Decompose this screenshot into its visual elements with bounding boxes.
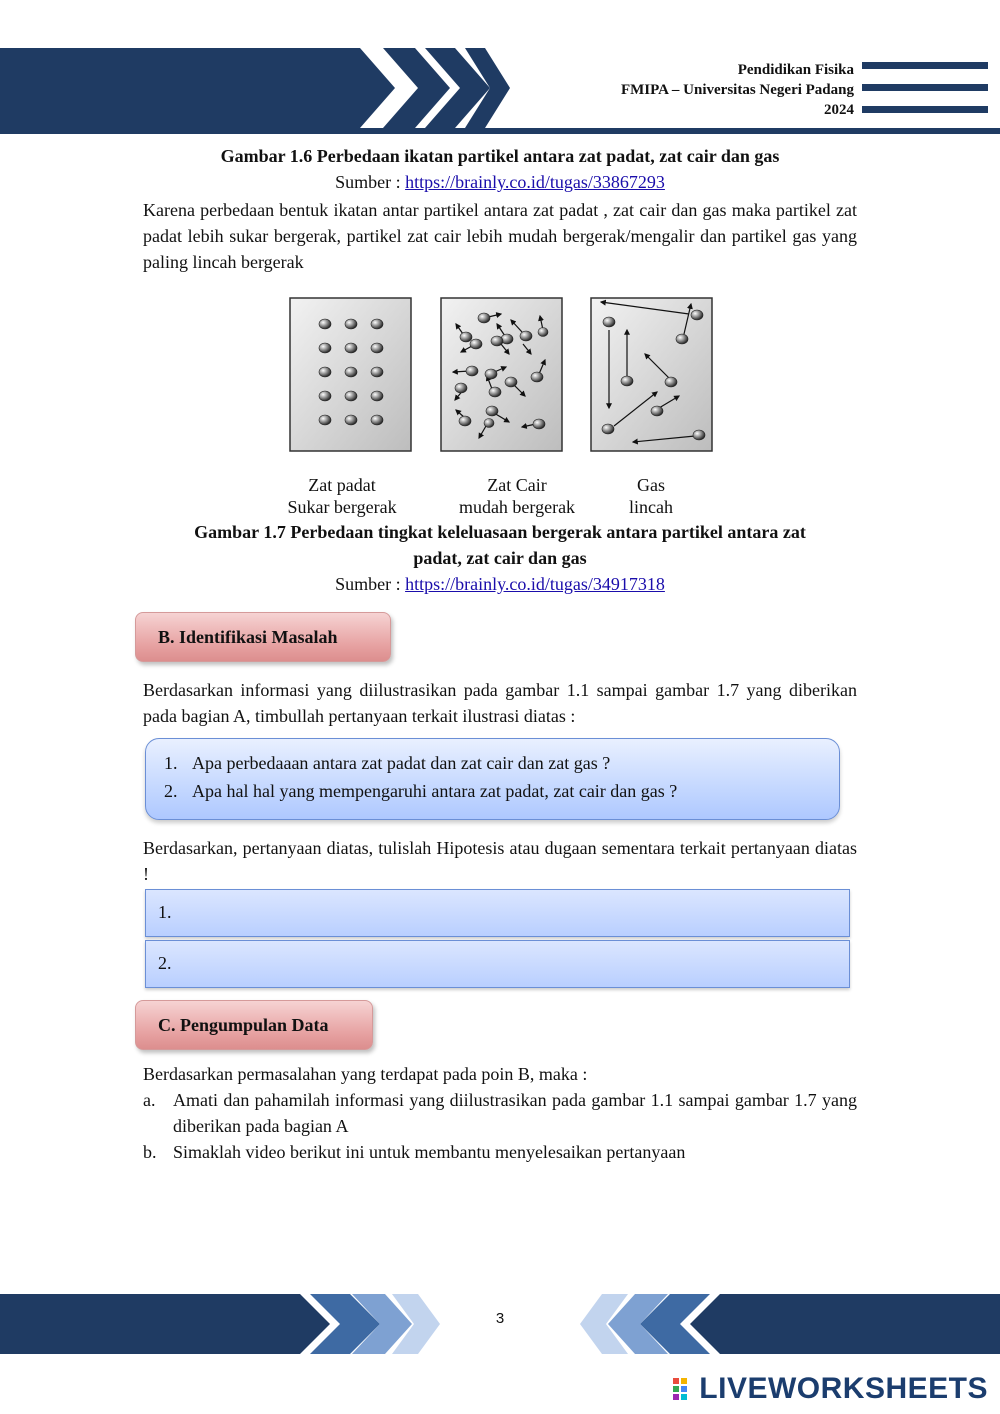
section-c-heading: C. Pengumpulan Data: [135, 1000, 373, 1050]
question-text: Apa hal hal yang mempengaruhi antara zat padat, zat cair dan gas ?: [192, 781, 678, 801]
gas-label: [571, 474, 731, 518]
list-item: [143, 1139, 857, 1165]
section-b-heading: B. Identifikasi Masalah: [135, 612, 391, 662]
question-text: Apa perbedaaan antara zat padat dan zat cair dan zat gas ?: [192, 753, 611, 773]
hypothesis-input-2[interactable]: [145, 940, 850, 988]
fig16-source-prefix: Sumber :: [335, 172, 406, 192]
gas-panel: [591, 298, 712, 451]
intro-paragraph: Karena perbedaan bentuk ikatan antar partikel antara zat padat , zat cair dan gas maka partikel zat padat lebih sukar bergerak, partikel zat cair lebih mudah bergerak/mengalir dan partikel gas yang paling lincah bergerak: [143, 200, 857, 272]
liquid-panel: [441, 298, 562, 451]
fig17-caption-line2: padat, zat cair dan gas: [413, 548, 587, 568]
hypothesis-input-1[interactable]: [145, 889, 850, 937]
solid-desc: Sukar bergerak: [287, 497, 397, 517]
fig17-source-prefix: Sumber :: [335, 574, 406, 594]
header-institution: [621, 60, 854, 120]
hypothesis-label: 2.: [158, 953, 172, 973]
section-c-paragraph: Berdasarkan permasalahan yang terdapat pada poin B, maka :: [143, 1064, 588, 1084]
list-marker: a.: [143, 1090, 156, 1110]
question-item: [164, 749, 839, 777]
liveworksheets-brand[interactable]: [673, 1372, 988, 1406]
list-marker: b.: [143, 1142, 157, 1162]
fig16-caption: Gambar 1.6 Perbedaan ikatan partikel antara zat padat, zat cair dan gas: [220, 146, 780, 166]
gas-desc: lincah: [629, 497, 673, 517]
question-number: 1.: [164, 753, 178, 773]
hypothesis-label: 1.: [158, 902, 172, 922]
page-number: 3: [495, 1310, 505, 1327]
liveworksheets-text: LIVEWORKSHEETS: [699, 1372, 988, 1405]
gas-title: Gas: [637, 475, 665, 495]
header-line-3: 2024: [824, 102, 854, 118]
fig16-source-link[interactable]: https://brainly.co.id/tugas/33867293: [405, 172, 665, 192]
hypothesis-prompt: Berdasarkan, pertanyaan diatas, tulislah Hipotesis atau dugaan sementara terkait pertanyaan diatas !: [143, 838, 857, 884]
liquid-desc: mudah bergerak: [458, 497, 576, 517]
questions-box: [145, 738, 840, 820]
fig16-source: [100, 169, 900, 195]
solid-panel: [290, 298, 411, 451]
question-item: [164, 777, 839, 805]
solid-title: Zat padat: [308, 475, 376, 495]
fig17-source: [100, 571, 900, 597]
particle-motion-figure: [288, 296, 713, 454]
liveworksheets-logo-icon: [673, 1376, 695, 1402]
header-line-2: FMIPA – Universitas Negeri Padang: [620, 82, 854, 98]
list-text: Simaklah video berikut ini untuk membantu menyelesaikan pertanyaan: [173, 1142, 686, 1162]
list-text: Amati dan pahamilah informasi yang diilustrasikan pada gambar 1.1 sampai gambar 1.7 yang diberikan pada bagian A: [173, 1090, 857, 1136]
section-b-paragraph: Berdasarkan informasi yang diilustrasikan pada gambar 1.1 sampai gambar 1.7 yang diberikan pada bagian A, timbullah pertanyaan terkait ilustrasi diatas :: [143, 680, 857, 726]
liquid-title: Zat Cair: [487, 475, 547, 495]
fig17-caption-line1: Gambar 1.7 Perbedaan tingkat keleluasaan bergerak antara partikel antara zat: [194, 522, 806, 542]
header-line-1: Pendidikan Fisika: [737, 62, 854, 78]
solid-label: [262, 474, 422, 518]
fig17-source-link[interactable]: https://brainly.co.id/tugas/34917318: [405, 574, 665, 594]
question-number: 2.: [164, 781, 178, 801]
list-item: [143, 1087, 857, 1139]
